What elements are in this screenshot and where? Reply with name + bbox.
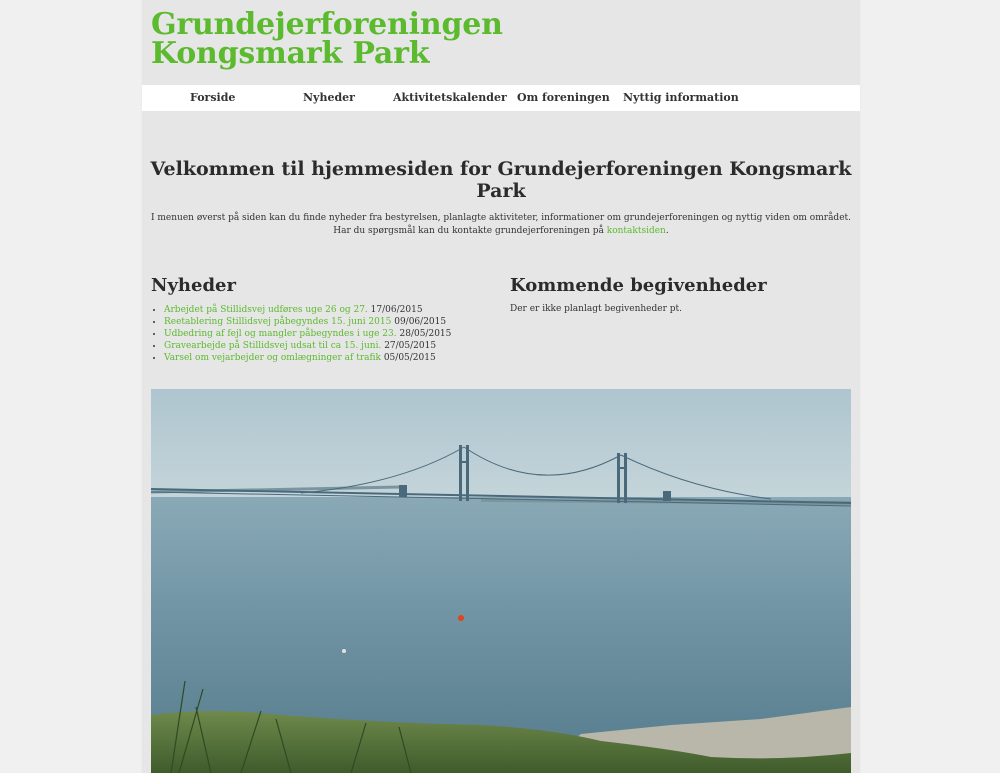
- site-title[interactable]: [151, 7, 503, 71]
- site-title-line1: Grundejerforeningen: [151, 7, 503, 42]
- main-nav: [142, 85, 860, 111]
- nav-item-aktivitetskalender[interactable]: Aktivitetskalender: [393, 91, 507, 104]
- intro-text: [150, 212, 852, 238]
- news-item-date: 17/06/2015: [370, 305, 423, 315]
- nav-item-forside[interactable]: Forside: [190, 91, 236, 104]
- buoy: [458, 615, 464, 621]
- news-item: [164, 304, 504, 316]
- news-item-link[interactable]: Gravearbejde på Stillidsvej udsat til ca 15. juni.: [164, 341, 382, 351]
- site-title-line2: Kongsmark Park: [151, 36, 430, 71]
- news-item: [164, 328, 504, 340]
- news-item-link[interactable]: Reetablering Stillidsvej påbegyndes 15. juni 2015: [164, 317, 392, 327]
- news-item-link[interactable]: Varsel om vejarbejder og omlægninger af trafik: [164, 353, 381, 363]
- bridge-photo: [151, 389, 851, 773]
- nav-item-om-foreningen[interactable]: Om foreningen: [517, 91, 610, 104]
- news-item: [164, 340, 504, 352]
- news-item: [164, 316, 504, 328]
- news-item: [164, 352, 504, 364]
- sky: [151, 389, 851, 501]
- intro-text-body: I menuen øverst på siden kan du finde nyheder fra bestyrelsen, planlagte aktiviteter, informationer om grundejerforeningen og nyttig viden om området. Har du spørgsmål kan du kontakte grundejerforeningen på: [150, 213, 851, 236]
- news-title: Nyheder: [151, 275, 236, 296]
- news-item-date: 05/05/2015: [383, 353, 436, 363]
- contact-link[interactable]: kontaktsiden: [606, 226, 666, 236]
- news-item-date: 27/05/2015: [384, 341, 437, 351]
- intro-text-end: .: [665, 226, 669, 236]
- news-item-date: 09/06/2015: [394, 317, 447, 327]
- nav-item-nyheder[interactable]: Nyheder: [303, 91, 355, 104]
- news-list: [152, 304, 504, 364]
- buoy-small: [342, 649, 346, 653]
- page-container: [142, 0, 860, 773]
- events-empty-text: Der er ikke planlagt begivenheder pt.: [510, 304, 682, 314]
- news-item-date: 28/05/2015: [399, 329, 452, 339]
- nav-item-nyttig-information[interactable]: Nyttig information: [623, 91, 739, 104]
- news-item-link[interactable]: Udbedring af fejl og mangler påbegyndes i uge 23.: [164, 329, 397, 339]
- welcome-heading: Velkommen til hjemmesiden for Grundejerforeningen Kongsmark Park: [150, 158, 852, 202]
- events-title: Kommende begivenheder: [510, 275, 767, 296]
- news-item-link[interactable]: Arbejdet på Stillidsvej udføres uge 26 og 27.: [164, 305, 368, 315]
